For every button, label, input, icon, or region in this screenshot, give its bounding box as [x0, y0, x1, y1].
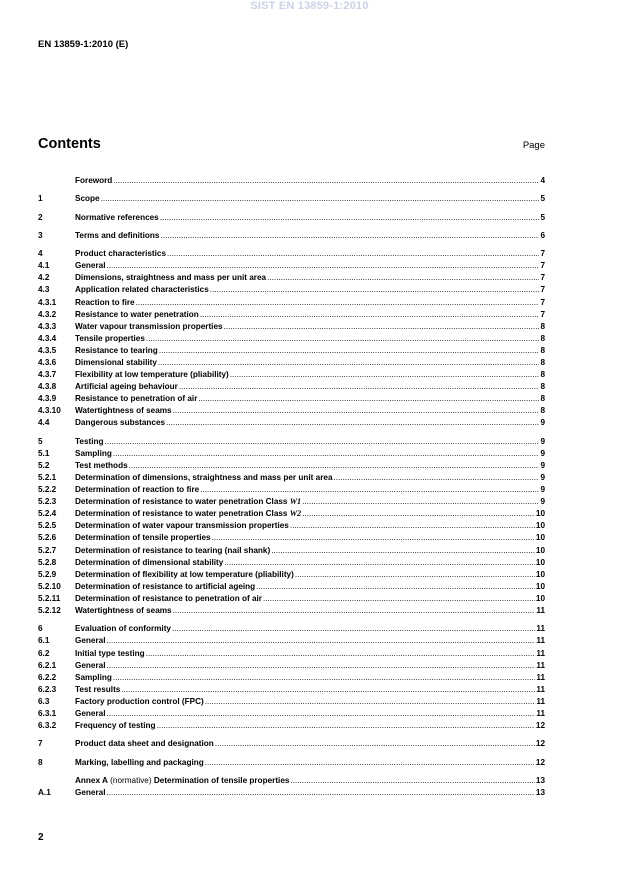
toc-entry-title: [75, 321, 223, 333]
toc-entry[interactable]: [38, 708, 545, 720]
toc-entry-title-part: Testing: [75, 436, 104, 446]
toc-entry-page: 11: [536, 648, 545, 658]
toc-entry-title: [75, 738, 214, 750]
toc-leader-dots: [146, 333, 540, 345]
toc-entry-title-part: Determination of resistance to tearing (nail shank): [75, 545, 271, 555]
toc-entry-number: 4.3.1: [38, 297, 57, 307]
toc-entry-title: [75, 696, 204, 708]
toc-entry-title: [75, 557, 223, 569]
toc-entry-number: 5.2.9: [38, 569, 57, 579]
toc-entry-number: 5.2.8: [38, 557, 57, 567]
toc-entry[interactable]: [38, 660, 545, 672]
toc-entry-title-part: Determination of tensile properties: [153, 775, 290, 785]
toc-entry-title-part: Dimensions, straightness and mass per unit area: [75, 273, 267, 283]
toc-entry-page: 7: [540, 297, 545, 307]
toc-leader-dots: [224, 557, 535, 569]
toc-leader-dots: [113, 672, 535, 684]
toc-leader-dots: [172, 623, 535, 635]
toc-entry-page: 12: [535, 757, 545, 767]
toc-entry-number: 4.3.9: [38, 394, 57, 404]
toc-entry-page: 10: [535, 581, 545, 591]
toc-entry-title: [75, 417, 165, 429]
toc-entry-page: 6: [540, 230, 545, 240]
toc-entry[interactable]: [38, 333, 545, 345]
toc-entry-number: 6.2.3: [38, 684, 57, 694]
toc-leader-dots: [113, 175, 539, 187]
toc-entry[interactable]: [38, 393, 545, 405]
toc-leader-dots: [302, 496, 539, 508]
toc-leader-dots: [107, 787, 535, 799]
toc-entry-title: [75, 593, 262, 605]
toc-entry-title-part: Foreword: [75, 176, 113, 185]
toc-entry-title: [75, 569, 294, 581]
toc-entry[interactable]: [38, 212, 545, 224]
toc-entry[interactable]: [38, 193, 545, 205]
toc-leader-dots: [334, 472, 540, 484]
toc-entry-page: 8: [540, 406, 545, 416]
toc-entry-title-part: Factory production control (FPC): [75, 696, 204, 706]
toc-entry-number: 4.1: [38, 261, 50, 271]
toc-entry-number: 5.2.6: [38, 533, 57, 543]
toc-entry-page: 10: [535, 545, 545, 555]
toc-entry-title: [75, 272, 266, 284]
toc-entry-title: [75, 708, 106, 720]
toc-entry-number: 4: [38, 249, 43, 259]
toc-leader-dots: [146, 648, 536, 660]
toc-leader-dots: [256, 581, 535, 593]
toc-entry-number: 4.3.10: [38, 406, 61, 416]
toc-entry-title: [75, 309, 199, 321]
toc-entry[interactable]: [38, 297, 545, 309]
toc-entry-number: 6.3.1: [38, 708, 57, 718]
toc-entry-page: 7: [540, 249, 545, 259]
toc-entry-title-part: (normative): [107, 775, 154, 785]
toc-leader-dots: [166, 417, 539, 429]
toc-entry-title-part: Determination of resistance to artificial ageing: [75, 581, 256, 591]
toc-leader-dots: [173, 405, 540, 417]
toc-entry-page: 10: [535, 509, 545, 519]
toc-entry[interactable]: [38, 508, 545, 520]
toc-entry[interactable]: [38, 720, 545, 732]
toc-entry-page: 11: [536, 684, 545, 694]
toc-entry-number: 4.3.5: [38, 345, 57, 355]
toc-entry-page: 8: [540, 357, 545, 367]
toc-leader-dots: [230, 369, 540, 381]
toc-entry[interactable]: [38, 230, 545, 242]
contents-heading: Contents: [38, 136, 101, 152]
toc-entry-title-part: Reaction to fire: [75, 297, 135, 307]
toc-entry[interactable]: [38, 248, 545, 260]
toc-entry-title-part: Water vapour transmission properties: [75, 321, 223, 331]
toc-entry-title: [75, 333, 145, 345]
toc-entry-title: [75, 520, 289, 532]
toc-entry-page: 11: [536, 606, 545, 616]
toc-entry-title: [75, 175, 112, 187]
toc-entry-title-part: General: [75, 660, 106, 670]
toc-entry-page: 10: [535, 557, 545, 567]
toc-entry-title: [75, 532, 211, 544]
toc-entry-title: [75, 605, 172, 617]
toc-entry-number: 4.3.2: [38, 309, 57, 319]
toc-leader-dots: [271, 545, 535, 557]
toc-entry-title-part: Determination of tensile properties: [75, 533, 211, 543]
toc-entry-title: [75, 248, 166, 260]
toc-entry[interactable]: [38, 557, 545, 569]
toc-entry-title: [75, 787, 106, 799]
toc-entry-number: 4.3.7: [38, 370, 57, 380]
toc-entry-title-part: Dimensional stability: [75, 357, 157, 367]
toc-entry[interactable]: [38, 417, 545, 429]
toc-entry-number: 6.2.1: [38, 660, 57, 670]
toc-entry-title-part: Product data sheet and designation: [75, 739, 214, 749]
toc-entry-number: 5.2.2: [38, 485, 57, 495]
toc-entry-page: 11: [536, 624, 545, 634]
toc-entry-page: 12: [535, 721, 545, 731]
toc-entry-title-part: General: [75, 708, 106, 718]
toc-entry-number: 5.2.1: [38, 473, 57, 482]
toc-leader-dots: [129, 460, 540, 472]
toc-entry-page: 8: [540, 333, 545, 343]
toc-entry-title-part: Flexibility at low temperature (pliability): [75, 370, 229, 380]
toc-entry-page: 10: [535, 521, 545, 531]
toc-entry-title: [75, 381, 178, 393]
toc-leader-dots: [210, 284, 540, 296]
toc-entry-title-part: W1: [289, 497, 302, 507]
toc-entry-number: A.1: [38, 788, 51, 797]
toc-entry-title: [75, 508, 301, 520]
toc-entry-page: 8: [540, 345, 545, 355]
toc-entry-title-part: General: [75, 261, 106, 271]
toc-entry-number: 4.3.6: [38, 357, 57, 367]
toc-entry-number: 5.2.5: [38, 521, 57, 531]
toc-entry-number: 5.2.7: [38, 545, 57, 555]
table-of-contents: [38, 175, 545, 799]
toc-entry-page: 12: [535, 739, 545, 749]
toc-entry-title-part: Annex A: [75, 775, 108, 785]
toc-entry-page: 11: [536, 696, 545, 706]
toc-entry[interactable]: [38, 593, 545, 605]
toc-leader-dots: [205, 757, 535, 769]
toc-entry-page: 7: [540, 309, 545, 319]
toc-leader-dots: [107, 635, 536, 647]
toc-entry-page: 11: [536, 660, 545, 670]
toc-entry-title: [75, 660, 106, 672]
toc-entry[interactable]: [38, 484, 545, 496]
toc-entry-page: 9: [540, 418, 545, 428]
toc-leader-dots: [215, 738, 535, 750]
toc-entry-number: 5: [38, 436, 43, 446]
toc-leader-dots: [158, 357, 540, 369]
toc-entry-title-part: Determination of water vapour transmission properties: [75, 521, 289, 531]
watermark: SIST EN 13859-1:2010: [250, 0, 369, 12]
toc-leader-dots: [157, 720, 535, 732]
toc-entry-title: [75, 405, 172, 417]
toc-entry[interactable]: [38, 605, 545, 617]
toc-entry-number: 6.2: [38, 648, 50, 658]
toc-entry-title: [75, 775, 289, 787]
toc-entry-title: [75, 581, 255, 593]
toc-entry[interactable]: [38, 648, 545, 660]
toc-entry-number: 4.3.3: [38, 321, 57, 331]
toc-entry-number: 3: [38, 230, 43, 240]
toc-entry-title: [75, 720, 156, 732]
toc-entry-title: [75, 672, 112, 684]
toc-entry-title-part: Scope: [75, 194, 100, 204]
toc-entry-number: 5.2.4: [38, 509, 57, 519]
toc-entry[interactable]: [38, 357, 545, 369]
toc-leader-dots: [302, 508, 535, 520]
toc-leader-dots: [212, 532, 535, 544]
toc-entry-page: 7: [540, 261, 545, 271]
toc-entry-number: 6.3: [38, 696, 50, 706]
toc-entry[interactable]: [38, 775, 545, 787]
toc-entry[interactable]: [38, 684, 545, 696]
toc-entry-title-part: Determination of resistance to water penetration Class: [75, 509, 290, 519]
toc-entry-title: [75, 448, 112, 460]
toc-entry-title-part: Determination of dimensional stability: [75, 557, 224, 567]
toc-entry[interactable]: [38, 284, 545, 296]
toc-entry-page: 5: [540, 194, 545, 204]
toc-entry[interactable]: [38, 460, 545, 472]
toc-leader-dots: [295, 569, 535, 581]
page-number: 2: [38, 832, 44, 843]
toc-leader-dots: [107, 660, 536, 672]
toc-entry[interactable]: [38, 581, 545, 593]
toc-entry-number: 6: [38, 624, 43, 634]
toc-entry-title: [75, 545, 270, 557]
toc-entry-title-part: Test methods: [75, 460, 128, 470]
toc-entry-title-part: Determination of flexibility at low temperature (pliability): [75, 569, 294, 579]
toc-entry[interactable]: [38, 635, 545, 647]
toc-entry[interactable]: [38, 436, 545, 448]
toc-entry-title-part: Sampling: [75, 672, 112, 682]
toc-entry[interactable]: [38, 520, 545, 532]
toc-entry-page: 5: [540, 212, 545, 222]
toc-entry-page: 11: [536, 672, 545, 682]
toc-entry-number: 5.2.12: [38, 606, 61, 616]
toc-entry[interactable]: [38, 696, 545, 708]
toc-entry-title: [75, 472, 333, 484]
toc-entry[interactable]: [38, 381, 545, 393]
toc-entry[interactable]: [38, 309, 545, 321]
toc-entry-title-part: Marking, labelling and packaging: [75, 757, 204, 767]
toc-entry-title-part: Determination of reaction to fire: [75, 485, 200, 495]
toc-leader-dots: [121, 684, 535, 696]
toc-entry-page: 8: [540, 370, 545, 380]
toc-entry-title: [75, 260, 106, 272]
toc-leader-dots: [198, 393, 539, 405]
toc-entry[interactable]: [38, 496, 545, 508]
toc-entry[interactable]: [38, 569, 545, 581]
toc-entry-number: 8: [38, 757, 43, 767]
toc-leader-dots: [200, 484, 539, 496]
toc-entry-title-part: Resistance to penetration of air: [75, 394, 198, 404]
toc-entry-title: [75, 212, 159, 224]
toc-entry-page: 9: [540, 473, 545, 482]
toc-entry-title-part: Application related characteristics: [75, 285, 209, 295]
toc-entry-title: [75, 357, 157, 369]
toc-leader-dots: [290, 520, 535, 532]
toc-entry-title-part: Artificial ageing behaviour: [75, 382, 178, 392]
toc-entry-title: [75, 757, 204, 769]
toc-entry-page: 11: [536, 636, 545, 646]
toc-entry-title-part: Evaluation of conformity: [75, 624, 171, 634]
toc-entry-page: 7: [540, 285, 545, 295]
toc-entry[interactable]: [38, 175, 545, 187]
toc-entry-number: 6.3.2: [38, 721, 57, 731]
toc-entry-number: 4.3: [38, 285, 50, 295]
toc-leader-dots: [159, 345, 540, 357]
toc-leader-dots: [173, 605, 536, 617]
toc-leader-dots: [107, 260, 540, 272]
toc-entry-page: 4: [540, 176, 545, 185]
toc-entry-page: 8: [540, 321, 545, 331]
toc-entry-page: 13: [535, 775, 545, 785]
toc-entry-page: 8: [540, 382, 545, 392]
toc-entry-number: 4.3.4: [38, 333, 57, 343]
toc-entry[interactable]: [38, 532, 545, 544]
toc-entry-title: [75, 436, 104, 448]
toc-entry-title: [75, 230, 159, 242]
toc-entry-page: 7: [540, 273, 545, 283]
toc-leader-dots: [101, 193, 540, 205]
toc-entry-title-part: Watertightness of seams: [75, 406, 172, 416]
toc-entry-title-part: Determination of dimensions, straightness and mass per unit area: [75, 473, 333, 482]
toc-entry-page: 9: [540, 448, 545, 458]
toc-entry-number: 4.3.8: [38, 382, 57, 392]
toc-entry-title-part: Terms and definitions: [75, 230, 160, 240]
toc-entry-title: [75, 635, 106, 647]
toc-entry-title-part: Sampling: [75, 448, 112, 458]
toc-entry-title-part: W2: [289, 509, 302, 519]
toc-entry-page: 9: [540, 497, 545, 507]
toc-entry-page: 9: [540, 436, 545, 446]
toc-entry-number: 7: [38, 739, 43, 749]
toc-leader-dots: [224, 321, 540, 333]
toc-entry-title-part: Determination of resistance to water penetration Class: [75, 497, 290, 507]
toc-leader-dots: [205, 696, 536, 708]
toc-leader-dots: [267, 272, 539, 284]
toc-entry[interactable]: [38, 738, 545, 750]
toc-entry-title: [75, 393, 197, 405]
toc-entry-title-part: Tensile properties: [75, 333, 145, 343]
toc-entry-number: 1: [38, 194, 43, 204]
toc-leader-dots: [107, 708, 536, 720]
toc-entry-page: 11: [536, 708, 545, 718]
toc-entry-number: 4.4: [38, 418, 50, 428]
toc-entry-title-part: General: [75, 788, 106, 797]
toc-entry-title-part: Determination of resistance to penetration of air: [75, 593, 262, 603]
toc-entry-page: 10: [535, 533, 545, 543]
toc-leader-dots: [160, 230, 539, 242]
page-column-label: Page: [522, 140, 545, 151]
toc-entry-number: 5.2.10: [38, 581, 61, 591]
toc-entry-title: [75, 369, 229, 381]
toc-entry-title-part: Watertightness of seams: [75, 606, 172, 616]
toc-entry-number: 6.2.2: [38, 672, 57, 682]
toc-entry-page: 13: [535, 788, 545, 797]
document-id: EN 13859-1:2010 (E): [38, 39, 129, 50]
toc-entry[interactable]: [38, 321, 545, 333]
toc-leader-dots: [290, 775, 534, 787]
toc-entry-title-part: Product characteristics: [75, 249, 167, 259]
toc-entry-title: [75, 284, 209, 296]
toc-entry-title-part: General: [75, 636, 106, 646]
toc-entry-number: 5.2: [38, 460, 50, 470]
toc-entry[interactable]: [38, 345, 545, 357]
toc-entry-number: 5.2.3: [38, 497, 57, 507]
toc-entry[interactable]: [38, 623, 545, 635]
toc-leader-dots: [113, 448, 540, 460]
toc-entry-title: [75, 484, 199, 496]
toc-entry-page: 10: [535, 593, 545, 603]
toc-entry[interactable]: [38, 787, 545, 799]
toc-entry[interactable]: [38, 472, 545, 484]
toc-entry-page: 10: [535, 569, 545, 579]
toc-entry[interactable]: [38, 672, 545, 684]
toc-entry-page: 9: [540, 460, 545, 470]
toc-entry-title: [75, 648, 145, 660]
toc-entry-number: 4.2: [38, 273, 50, 283]
toc-entry-number: 6.1: [38, 636, 50, 646]
toc-entry[interactable]: [38, 260, 545, 272]
toc-entry-title-part: Dangerous substances: [75, 418, 166, 428]
toc-entry[interactable]: [38, 545, 545, 557]
toc-entry-title-part: Resistance to tearing: [75, 345, 158, 355]
toc-leader-dots: [105, 436, 540, 448]
toc-leader-dots: [200, 309, 540, 321]
toc-leader-dots: [179, 381, 540, 393]
toc-entry-title: [75, 297, 135, 309]
toc-entry[interactable]: [38, 448, 545, 460]
toc-leader-dots: [263, 593, 535, 605]
toc-entry-title: [75, 623, 171, 635]
toc-entry-title: [75, 345, 158, 357]
toc-entry-number: 2: [38, 212, 43, 222]
toc-leader-dots: [167, 248, 539, 260]
toc-entry-title-part: Normative references: [75, 212, 159, 222]
toc-entry-title: [75, 193, 100, 205]
toc-leader-dots: [136, 297, 540, 309]
toc-leader-dots: [160, 212, 540, 224]
toc-entry-title: [75, 684, 120, 696]
toc-entry[interactable]: [38, 757, 545, 769]
toc-entry[interactable]: [38, 369, 545, 381]
toc-entry-number: 5.2.11: [38, 593, 61, 603]
toc-entry-title-part: Resistance to water penetration: [75, 309, 199, 319]
toc-entry-title-part: Initial type testing: [75, 648, 145, 658]
toc-entry-title-part: Test results: [75, 684, 121, 694]
toc-entry-title: [75, 496, 301, 508]
toc-entry-title: [75, 460, 128, 472]
toc-entry-title-part: Frequency of testing: [75, 721, 156, 731]
toc-entry-page: 9: [540, 485, 545, 495]
toc-entry-page: 8: [540, 394, 545, 404]
toc-entry[interactable]: [38, 272, 545, 284]
toc-entry[interactable]: [38, 405, 545, 417]
toc-entry-number: 5.1: [38, 448, 50, 458]
